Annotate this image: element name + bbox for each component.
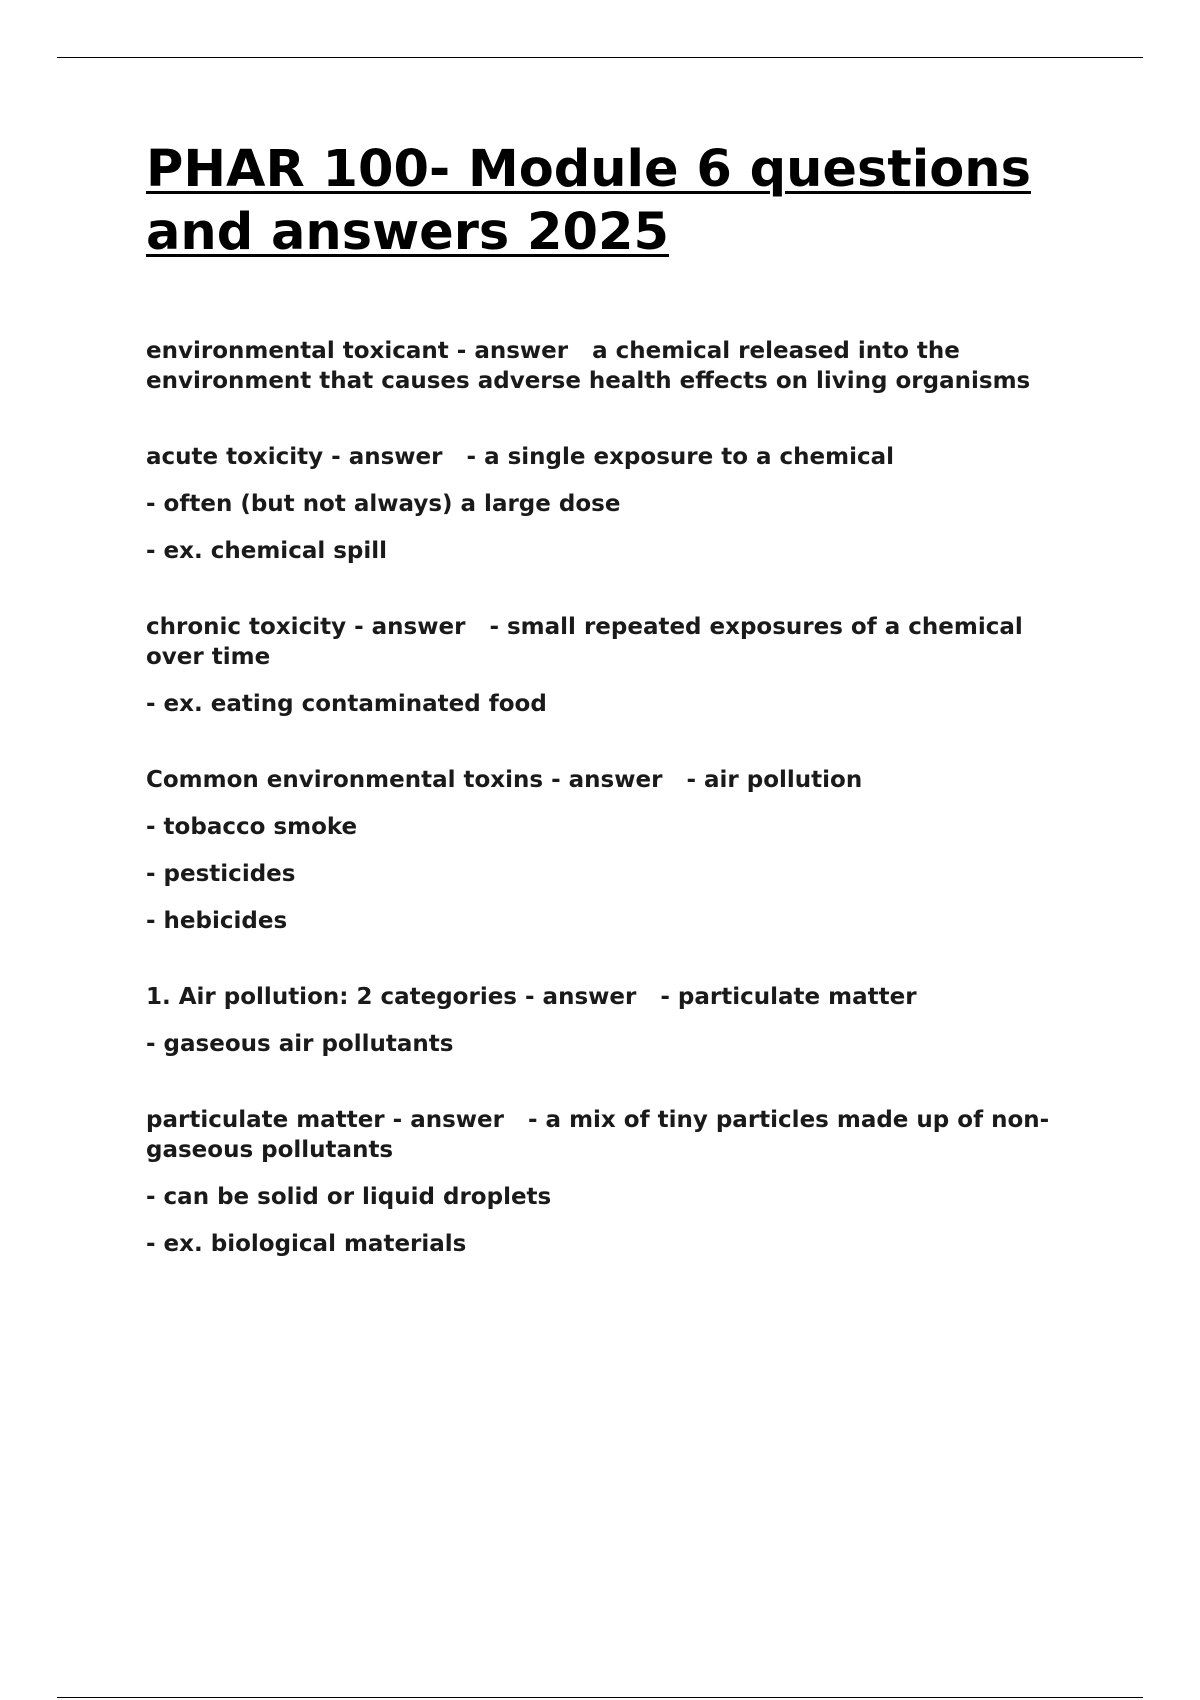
answer: - a mix of tiny particles made up of non-gaseous pollutants [146, 1107, 1050, 1163]
answer-separator: - answer [384, 1107, 528, 1133]
qa-line [146, 336, 1086, 396]
answer: - a single exposure to a chemical [466, 444, 895, 470]
qa-entry [146, 765, 1086, 936]
term: 1. Air pollution: 2 categories [146, 984, 517, 1010]
top-rule [57, 57, 1143, 58]
answer-separator: - answer [448, 338, 593, 364]
answer: - air pollution [686, 767, 863, 793]
term: environmental toxicant [146, 338, 449, 364]
answer-separator: - answer [346, 614, 490, 640]
term: Common environmental toxins [146, 767, 544, 793]
document-title: PHAR 100- Module 6 questions and answers 2025 [146, 140, 1031, 262]
answer-detail: - ex. chemical spill [146, 538, 388, 564]
answer: - small repeated exposures of a chemical over time [146, 614, 1023, 670]
answer-detail: - can be solid or liquid droplets [146, 1184, 552, 1210]
answer-separator: - answer [323, 444, 467, 470]
answer-separator: - answer [517, 984, 661, 1010]
qa-entry [146, 1105, 1086, 1259]
qa-line [146, 1105, 1086, 1165]
qa-entry [146, 336, 1086, 396]
term: chronic toxicity [146, 614, 347, 640]
answer: a chemical released into the environment that causes adverse health effects on living organisms [146, 338, 1031, 394]
answer-detail: - ex. eating contaminated food [146, 691, 547, 717]
qa-line [146, 982, 1086, 1012]
answer-detail: - hebicides [146, 908, 288, 934]
term: particulate matter [146, 1107, 385, 1133]
qa-entry [146, 612, 1086, 719]
answer-detail: - gaseous air pollutants [146, 1031, 454, 1057]
qa-line [146, 612, 1086, 672]
qa-line [146, 765, 1086, 795]
answer-detail: - often (but not always) a large dose [146, 491, 621, 517]
bottom-rule [57, 1697, 1143, 1698]
qa-line [146, 442, 1086, 472]
answer-detail: - tobacco smoke [146, 814, 358, 840]
qa-entry [146, 442, 1086, 566]
answer-detail: - ex. biological materials [146, 1231, 467, 1257]
qa-list [146, 336, 1086, 1305]
qa-entry [146, 982, 1086, 1059]
answer: - particulate matter [660, 984, 917, 1010]
term: acute toxicity [146, 444, 324, 470]
answer-detail: - pesticides [146, 861, 296, 887]
answer-separator: - answer [543, 767, 687, 793]
